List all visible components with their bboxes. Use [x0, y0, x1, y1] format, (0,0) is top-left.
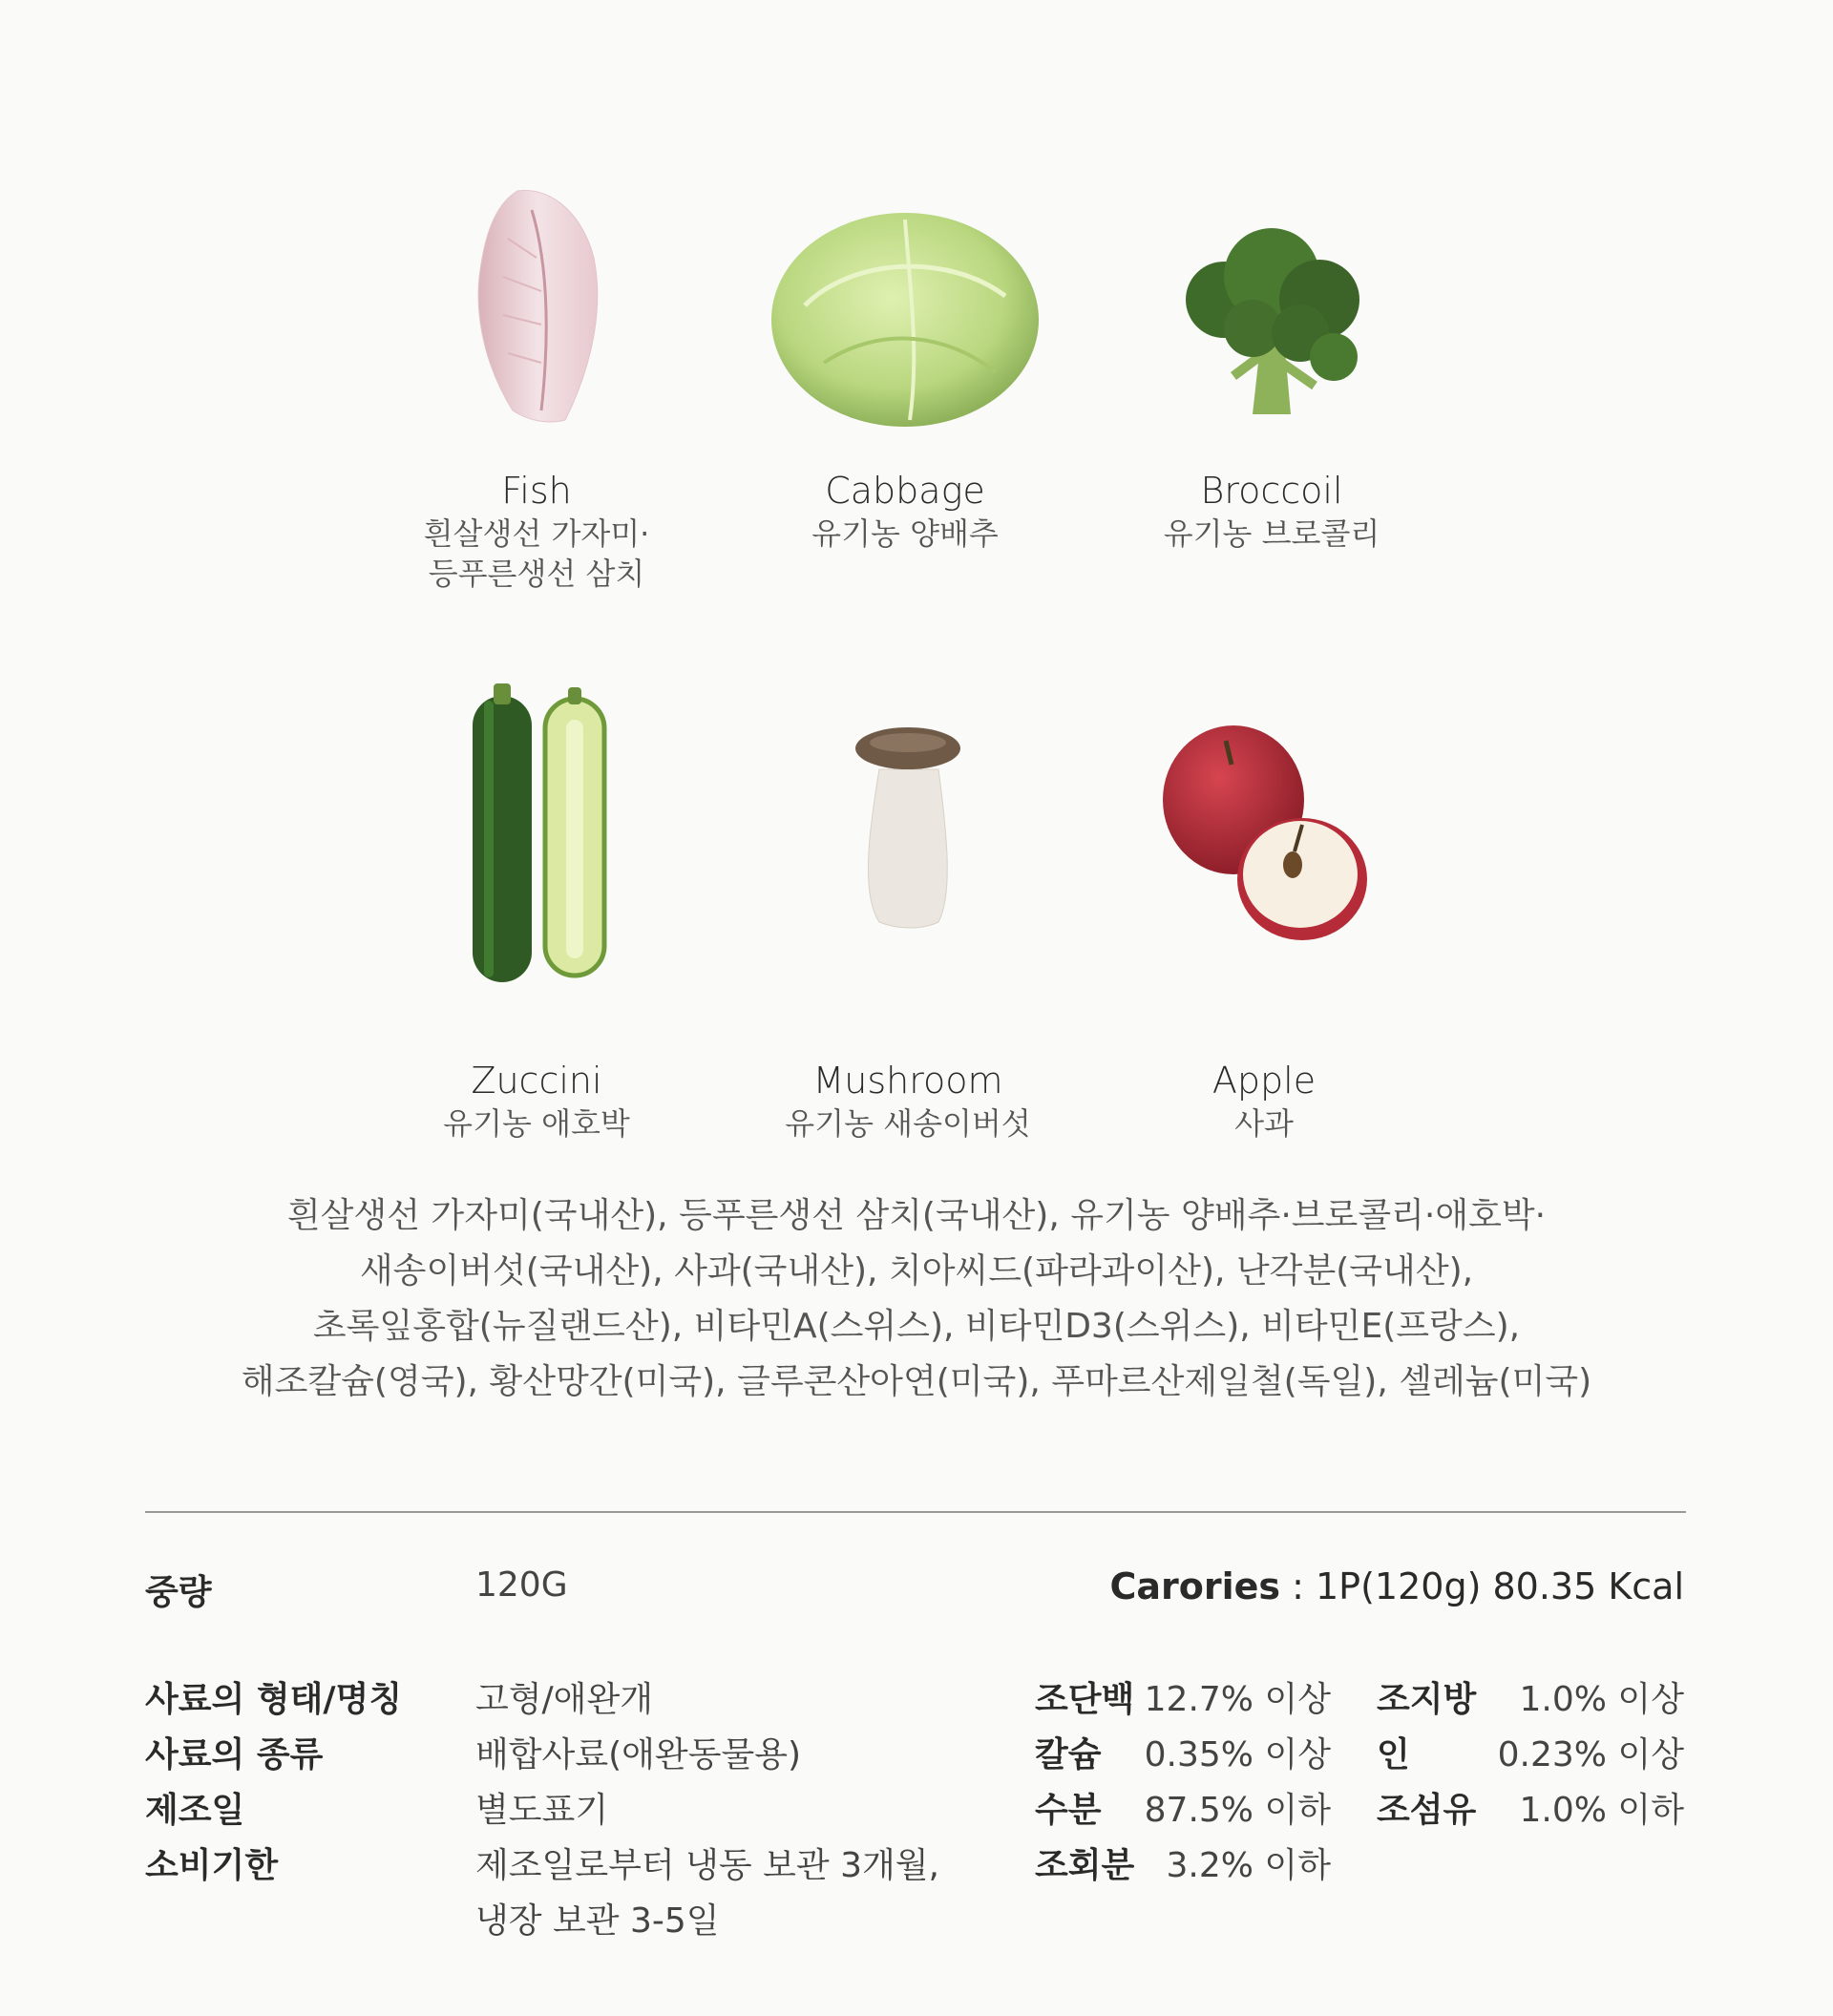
calories-value: : 1P(120g) 80.35 Kcal: [1292, 1565, 1684, 1607]
nutrient-value: 1.0% 이상: [1519, 1680, 1684, 1719]
nutrient-label: 인: [1377, 1735, 1410, 1774]
spec-value-type: 배합사료(애완동물용): [475, 1735, 802, 1774]
mushroom-icon: [851, 722, 965, 932]
nutrient-value: 1.0% 이하: [1519, 1791, 1684, 1830]
nutrient-label: 조지방: [1377, 1680, 1477, 1719]
ingredient-name-en: Fish: [501, 470, 572, 512]
ingredient-fish: [346, 172, 727, 611]
ingredient-name-ko: 사과: [1234, 1105, 1294, 1142]
broccoli-icon: [1176, 223, 1367, 424]
spec-value-expiry-cont: 냉장 보관 3-5일: [475, 1901, 720, 1941]
ingredient-mushroom: [717, 668, 1099, 1165]
spec-value-manufacture: 별도표기: [475, 1791, 609, 1830]
ingredient-cabbage: [714, 172, 1096, 611]
cabbage-icon: [767, 200, 1043, 430]
nutrient-value: 87.5% 이하: [1144, 1791, 1331, 1830]
nutrient-label: 수분: [1035, 1791, 1102, 1830]
nutrient-value: 0.35% 이상: [1144, 1735, 1331, 1774]
ingredient-zucchini: [346, 668, 727, 1165]
ingredient-name-ko: 유기농 브로콜리: [1163, 515, 1380, 552]
nutrient-label: 조섬유: [1377, 1791, 1477, 1830]
ingredients-line: 해조칼슘(영국), 황산망간(미국), 글루콘산아연(미국), 푸마르산제일철(독일), 셀레늄(미국): [241, 1362, 1592, 1401]
section-divider: [145, 1511, 1686, 1513]
weight-label: 중량: [145, 1573, 212, 1612]
zucchini-icon: [465, 682, 608, 997]
spec-value-form: 고형/애완개: [475, 1680, 654, 1719]
calories: [1109, 1565, 1684, 1607]
nutrient-value: 0.23% 이상: [1497, 1735, 1684, 1774]
ingredient-name-en: Mushroom: [812, 1060, 1003, 1102]
weight-value: 120G: [475, 1565, 568, 1605]
spec-label-type: 사료의 종류: [145, 1735, 324, 1774]
ingredient-name-en: Cabbage: [825, 470, 985, 512]
nutrient-value: 12.7% 이상: [1144, 1680, 1331, 1719]
ingredients-line: 초록잎홍합(뉴질랜드산), 비타민A(스위스), 비타민D3(스위스), 비타민E(프랑스),: [312, 1307, 1521, 1346]
spec-label-form: 사료의 형태/명칭: [145, 1680, 403, 1719]
spec-value-expiry: 제조일로부터 냉동 보관 3개월,: [475, 1846, 939, 1885]
ingredient-apple: [1073, 668, 1455, 1165]
ingredients-line: 새송이버섯(국내산), 사과(국내산), 치아씨드(파라과이산), 난각분(국내산),: [359, 1251, 1474, 1291]
calories-label: Carories: [1109, 1565, 1281, 1607]
fish-fillet-icon: [451, 181, 622, 430]
ingredient-name-ko: 유기농 양배추: [811, 515, 999, 552]
nutrient-label: 칼슘: [1035, 1735, 1102, 1774]
nutrient-value: 3.2% 이하: [1166, 1846, 1331, 1885]
apple-icon: [1159, 722, 1369, 951]
nutrient-label: 조회분: [1035, 1846, 1135, 1885]
nutrient-label: 조단백: [1035, 1680, 1135, 1719]
spec-label-expiry: 소비기한: [145, 1846, 279, 1885]
ingredient-name-ko: 유기농 애호박: [443, 1105, 630, 1142]
ingredient-name-en: Zuccini: [471, 1060, 602, 1102]
ingredient-name-ko: 유기농 새송이버섯: [785, 1105, 1031, 1142]
ingredients-line: 흰살생선 가자미(국내산), 등푸른생선 삼치(국내산), 유기농 양배추·브로콜리·애호박·: [286, 1196, 1547, 1235]
ingredients-list: [143, 1188, 1690, 1410]
spec-label-manufacture: 제조일: [145, 1791, 245, 1830]
ingredient-name-en: Apple: [1211, 1060, 1317, 1102]
ingredient-name-en: Broccoil: [1200, 470, 1343, 512]
ingredient-name-ko: 흰살생선 가자미· 등푸른생선 삼치: [423, 515, 650, 592]
ingredient-broccoli: [1081, 172, 1463, 611]
